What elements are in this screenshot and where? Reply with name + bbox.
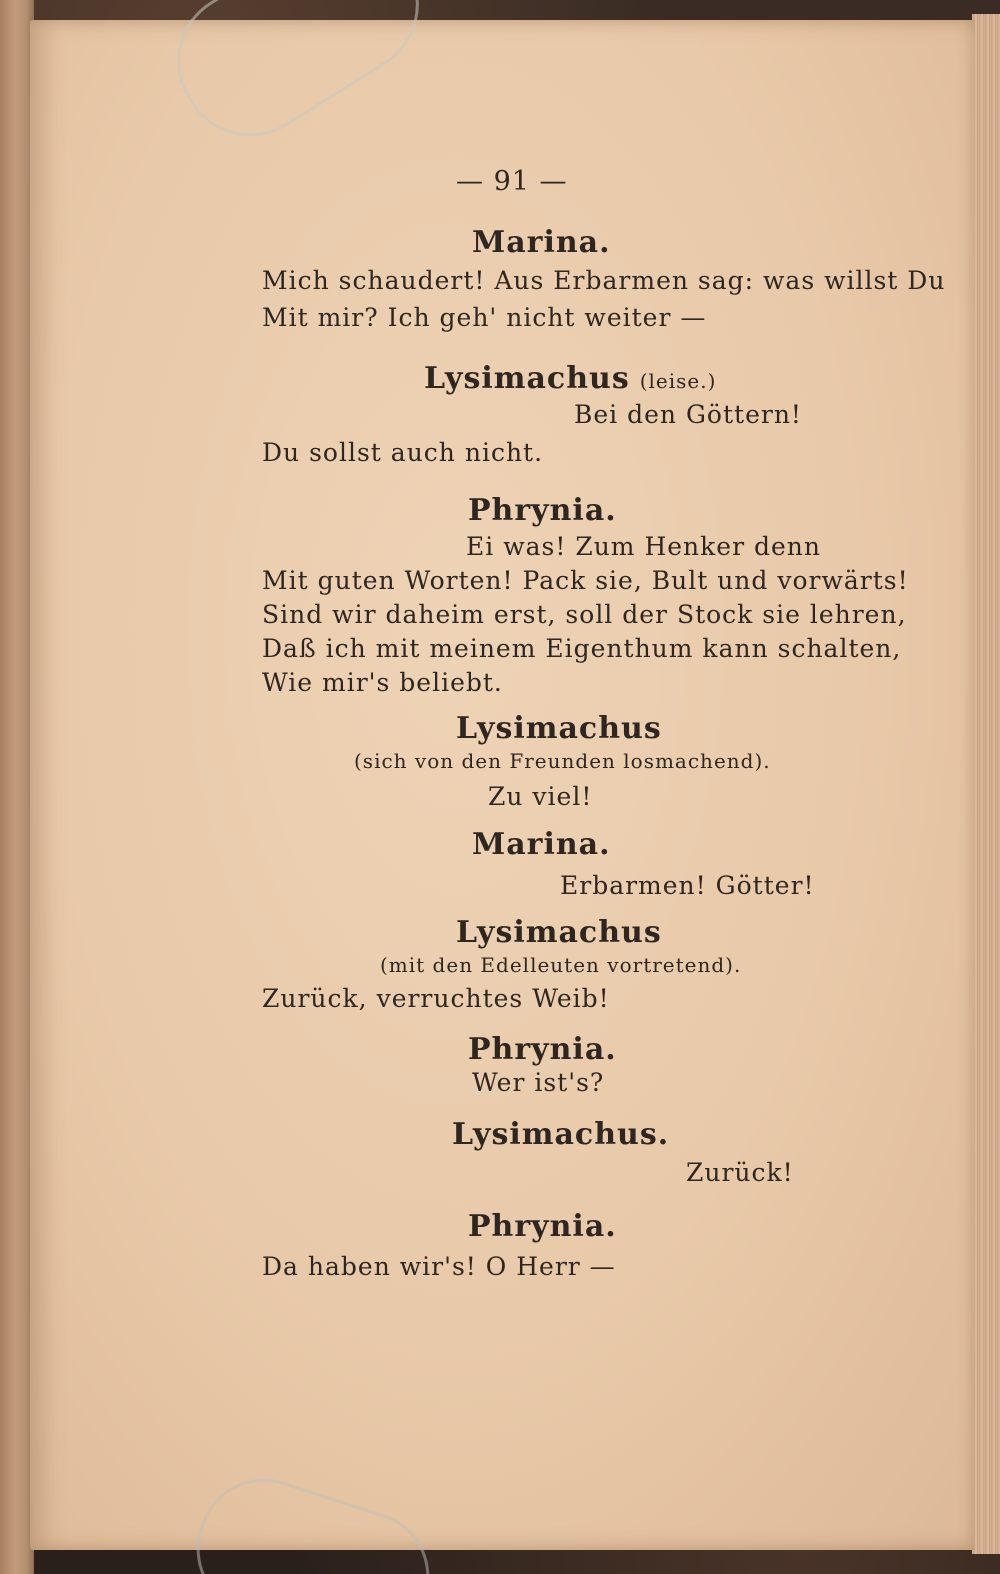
verse-line: Zurück, verruchtes Weib! — [262, 984, 610, 1013]
speaker-name: Marina. — [472, 827, 611, 862]
page-number: — 91 — — [456, 166, 568, 197]
verse-line: Erbarmen! Götter! — [560, 871, 815, 900]
verse-line: Mit mir? Ich geh' nicht weiter — — [262, 303, 707, 332]
stage-direction: (leise.) — [639, 369, 717, 393]
verse-line: Daß ich mit meinem Eigenthum kann schalten, — [262, 634, 902, 663]
verse-line: Mit guten Worten! Pack sie, Bult und vorwärts! — [262, 566, 909, 595]
speaker-name: Phrynia. — [468, 493, 617, 528]
page-stack-edge — [972, 14, 1000, 1554]
verse-line: Wie mir's beliebt. — [262, 668, 503, 697]
speaker-name: Marina. — [472, 225, 611, 260]
speaker-name: Lysimachus. — [452, 1117, 670, 1152]
speaker-name: Lysimachus — [456, 915, 662, 950]
verse-line: Zu viel! — [488, 782, 593, 811]
verse-line: Du sollst auch nicht. — [262, 438, 544, 467]
verse-line: Sind wir daheim erst, soll der Stock sie lehren, — [262, 600, 907, 629]
verse-line: Bei den Göttern! — [574, 400, 802, 429]
speaker-name: Phrynia. — [468, 1209, 617, 1244]
speaker-name: Phrynia. — [468, 1032, 617, 1067]
verse-line: Ei was! Zum Henker denn — [466, 532, 821, 561]
book-cover-edge — [0, 0, 34, 1574]
verse-line: Da haben wir's! O Herr — — [262, 1252, 616, 1281]
speaker-name: Lysimachus (leise.) — [424, 361, 717, 396]
speaker-name: Lysimachus — [456, 711, 662, 746]
stage-direction: (sich von den Freunden losmachend). — [354, 749, 771, 773]
stage-direction: (mit den Edelleuten vortretend). — [380, 953, 742, 977]
verse-line: Wer ist's? — [472, 1068, 605, 1097]
verse-line: Mich schaudert! Aus Erbarmen sag: was willst Du — [262, 266, 946, 295]
verse-line: Zurück! — [686, 1158, 794, 1187]
